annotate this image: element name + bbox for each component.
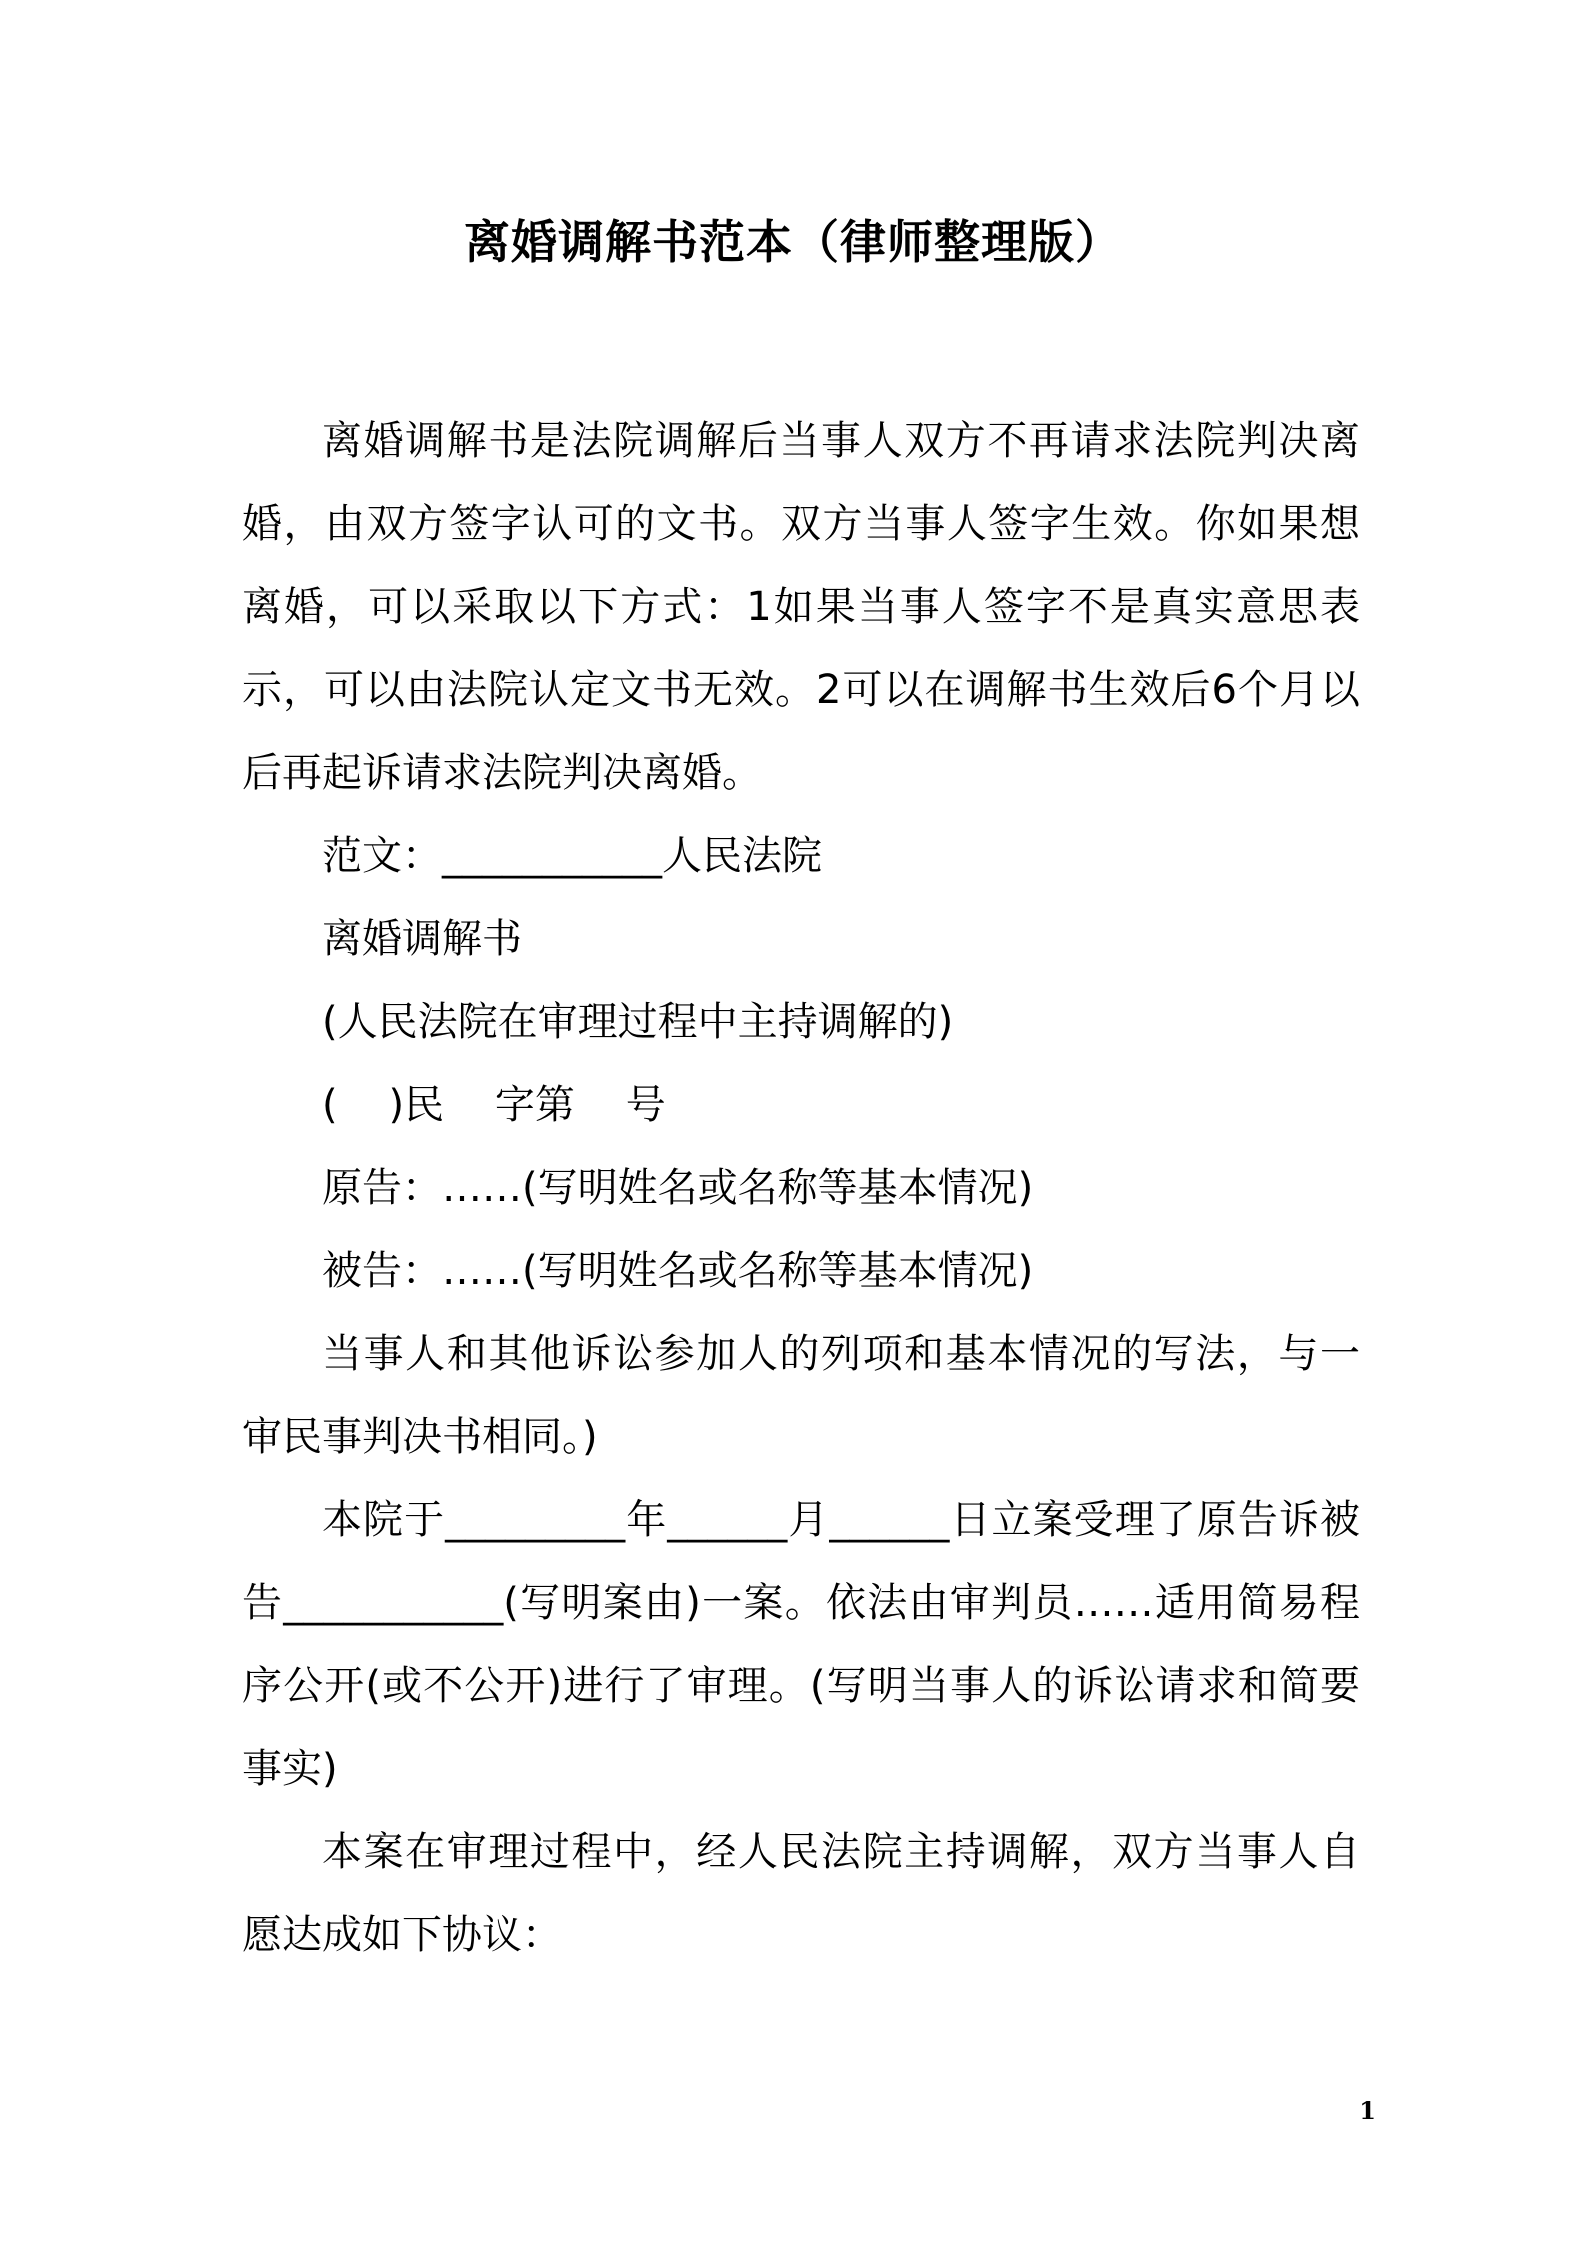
intro-paragraph: 离婚调解书是法院调解后当事人双方不再请求法院判决离婚，由双方签字认可的文书。双方当事人签字生效。你如果想离婚，可以采取以下方式：1如果当事人签字不是真实意思表示，可以由法院认定文书无效。2可以在调解书生效后6个月以后再起诉请求法院判决离婚。 xyxy=(242,418,1360,796)
case-intro-paragraph: 本院于_________年______月______日立案受理了原告诉被告___________(写明案由)一案。依法由审判员……适用简易程序公开(或不公开)进行了审理。(写明当事人的诉讼请求和简要事实) xyxy=(242,1497,1360,1792)
plaintiff-line: 原告：……(写明姓名或名称等基本情况) xyxy=(322,1165,1034,1211)
page-number: 1 xyxy=(1359,2096,1376,2125)
sample-label-line: 范文：___________人民法院 xyxy=(322,833,822,879)
doc-note-line: (人民法院在审理过程中主持调解的) xyxy=(322,999,954,1045)
document-body xyxy=(242,400,1360,1977)
case-number-line: ( )民 字第 号 xyxy=(322,1082,666,1128)
parties-note-paragraph: 当事人和其他诉讼参加人的列项和基本情况的写法，与一审民事判决书相同。) xyxy=(242,1331,1360,1460)
document-title: 离婚调解书范本（律师整理版） xyxy=(464,215,1122,269)
doc-name-line: 离婚调解书 xyxy=(322,916,522,962)
agreement-paragraph: 本案在审理过程中，经人民法院主持调解，双方当事人自愿达成如下协议： xyxy=(242,1829,1360,1958)
defendant-line: 被告：……(写明姓名或名称等基本情况) xyxy=(322,1248,1034,1294)
